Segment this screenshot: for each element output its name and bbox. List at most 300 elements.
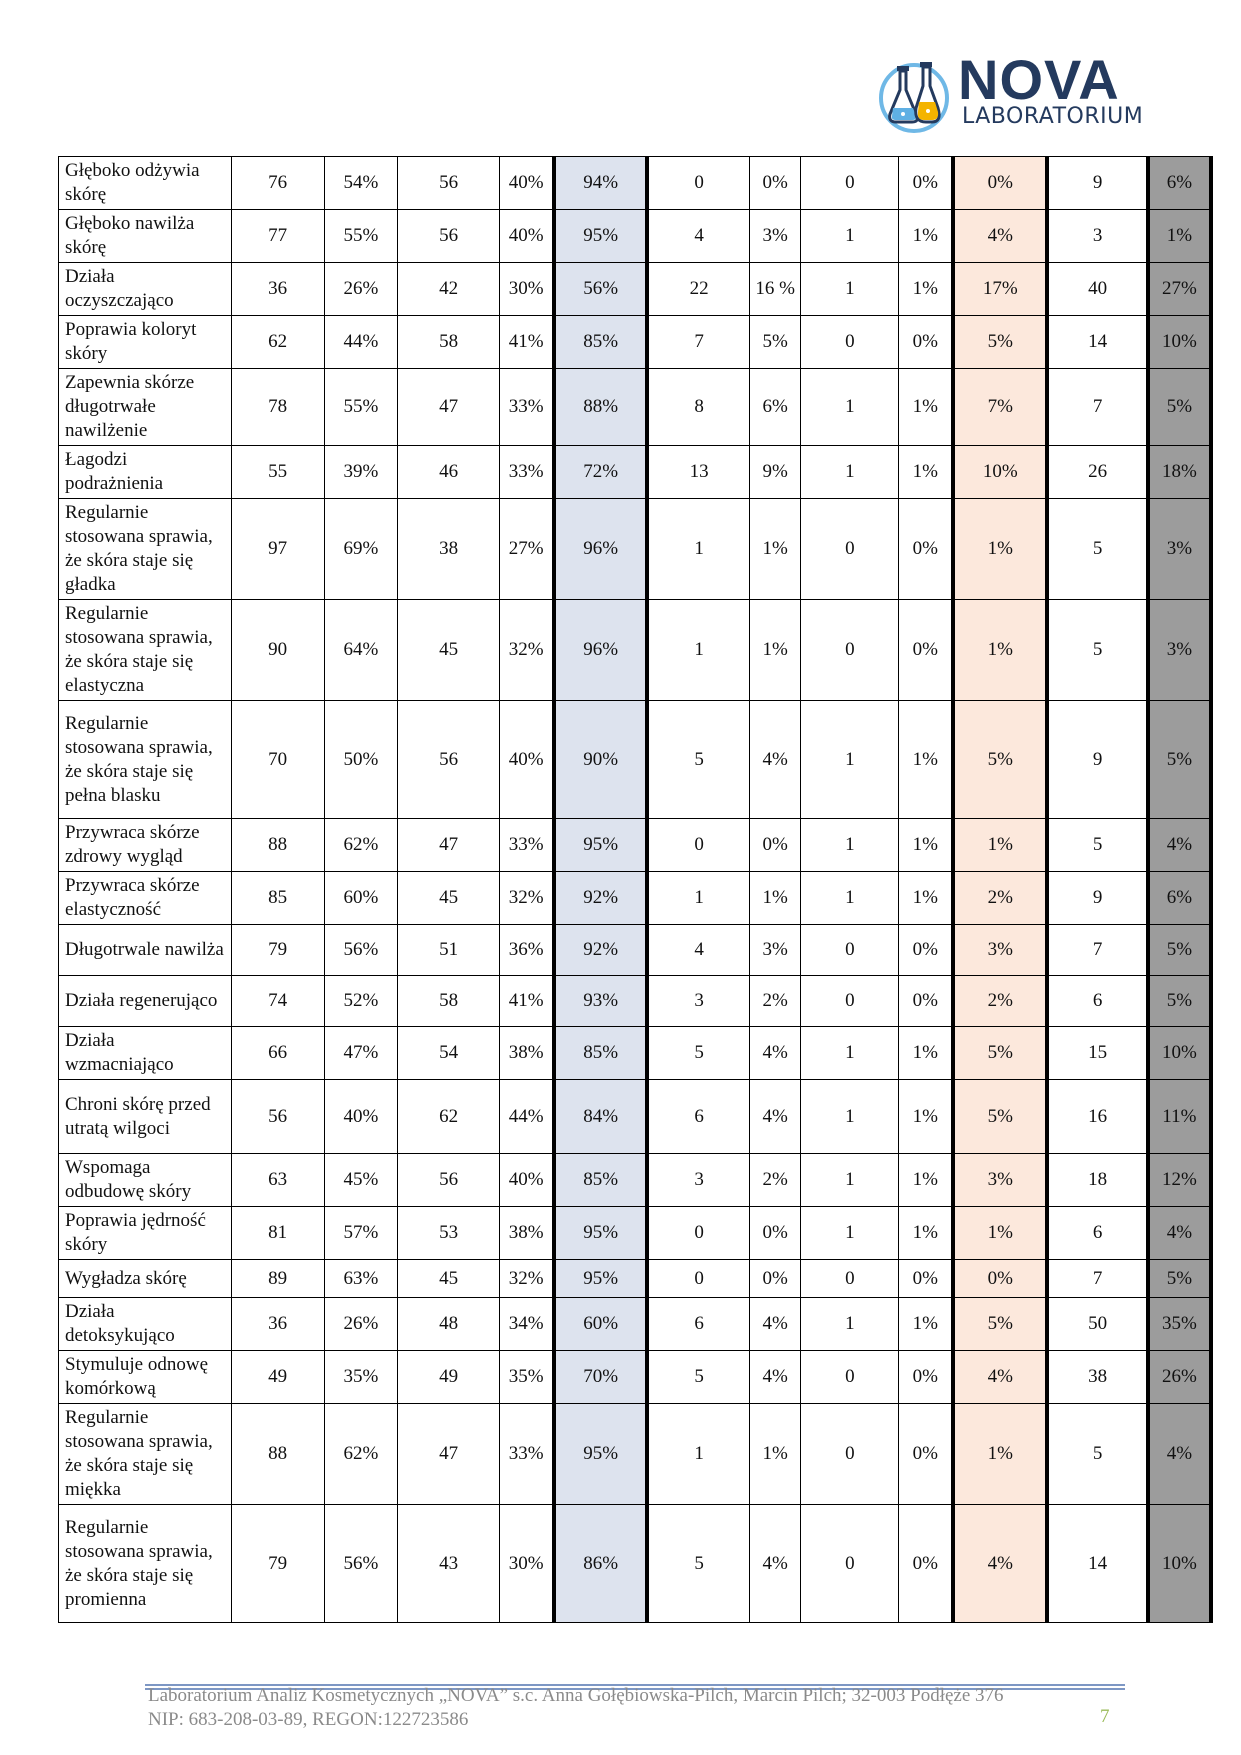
table-cell: 1% (953, 600, 1047, 701)
claim-label: Chroni skórę przed utratą wilgoci (59, 1080, 232, 1154)
claim-label: Łagodzi podrażnienia (59, 446, 232, 499)
table-cell: 96% (554, 600, 647, 701)
table-cell: 50% (324, 701, 397, 819)
table-cell: 26% (324, 263, 397, 316)
table-cell: 5% (1148, 701, 1211, 819)
table-cell: 22 (647, 263, 749, 316)
table-cell: 77 (231, 210, 324, 263)
table-cell: 96% (554, 499, 647, 600)
table-row (59, 1351, 1212, 1404)
table-cell: 38% (500, 1027, 554, 1080)
table-cell: 5 (1047, 499, 1147, 600)
table-cell: 6% (1148, 872, 1211, 925)
table-cell: 38% (500, 1207, 554, 1260)
table-cell: 38 (1047, 1351, 1147, 1404)
table-cell: 56 (231, 1080, 324, 1154)
table-cell: 76 (231, 157, 324, 210)
table-cell: 1% (953, 819, 1047, 872)
table-cell: 17% (953, 263, 1047, 316)
table-row (59, 1404, 1212, 1505)
table-cell: 3 (647, 1154, 749, 1207)
table-cell: 32% (500, 600, 554, 701)
claim-label: Głęboko nawilża skórę (59, 210, 232, 263)
claim-label: Regularnie stosowana sprawia, że skóra staje się promienna (59, 1505, 232, 1623)
table-cell: 53 (398, 1207, 500, 1260)
table-cell: 92% (554, 872, 647, 925)
table-row (59, 872, 1212, 925)
table-cell: 79 (231, 925, 324, 976)
table-cell: 97 (231, 499, 324, 600)
table-cell: 6 (647, 1080, 749, 1154)
results-table (58, 156, 1213, 1623)
table-cell: 95% (554, 1260, 647, 1298)
table-cell: 14 (1047, 1505, 1147, 1623)
table-cell: 0% (899, 600, 953, 701)
table-cell: 86% (554, 1505, 647, 1623)
table-cell: 89 (231, 1260, 324, 1298)
table-cell: 1 (647, 499, 749, 600)
table-cell: 1 (801, 369, 899, 446)
table-cell: 1% (750, 872, 801, 925)
table-row (59, 263, 1212, 316)
claim-label: Regularnie stosowana sprawia, że skóra staje się miękka (59, 1404, 232, 1505)
table-cell: 10% (953, 446, 1047, 499)
table-body (59, 157, 1212, 1623)
table-cell: 44% (500, 1080, 554, 1154)
table-cell: 3% (1148, 499, 1211, 600)
table-cell: 26 (1047, 446, 1147, 499)
table-cell: 40% (500, 701, 554, 819)
table-row (59, 499, 1212, 600)
claim-label: Regularnie stosowana sprawia, że skóra staje się gładka (59, 499, 232, 600)
table-cell: 70 (231, 701, 324, 819)
table-cell: 85% (554, 1154, 647, 1207)
table-cell: 39% (324, 446, 397, 499)
table-cell: 90% (554, 701, 647, 819)
table-row (59, 819, 1212, 872)
table-cell: 36 (231, 1298, 324, 1351)
table-cell: 1% (750, 499, 801, 600)
table-cell: 55 (231, 446, 324, 499)
table-cell: 1% (953, 1207, 1047, 1260)
table-cell: 5 (647, 1351, 749, 1404)
table-cell: 32% (500, 872, 554, 925)
table-cell: 40% (500, 210, 554, 263)
table-cell: 56% (324, 1505, 397, 1623)
table-cell: 63% (324, 1260, 397, 1298)
table-cell: 56 (398, 210, 500, 263)
table-cell: 5% (1148, 976, 1211, 1027)
table-cell: 1 (801, 872, 899, 925)
flask-icon (876, 56, 956, 136)
table-cell: 62 (398, 1080, 500, 1154)
table-cell: 41% (500, 976, 554, 1027)
table-cell: 3% (750, 210, 801, 263)
table-cell: 5 (1047, 819, 1147, 872)
table-cell: 85 (231, 872, 324, 925)
table-cell: 26% (1148, 1351, 1211, 1404)
table-cell: 18% (1148, 446, 1211, 499)
table-cell: 6 (647, 1298, 749, 1351)
table-cell: 27% (1148, 263, 1211, 316)
table-cell: 7 (1047, 925, 1147, 976)
table-cell: 72% (554, 446, 647, 499)
table-cell: 1% (953, 1404, 1047, 1505)
claim-label: Działa regenerująco (59, 976, 232, 1027)
table-cell: 0% (899, 1505, 953, 1623)
page-number: 7 (1100, 1706, 1110, 1727)
table-cell: 2% (953, 872, 1047, 925)
table-row (59, 1027, 1212, 1080)
table-cell: 34% (500, 1298, 554, 1351)
table-cell: 0% (899, 1351, 953, 1404)
table-cell: 1% (1148, 210, 1211, 263)
claim-label: Przywraca skórze elastyczność (59, 872, 232, 925)
table-cell: 1 (801, 446, 899, 499)
claim-label: Działa oczyszczająco (59, 263, 232, 316)
table-row (59, 1154, 1212, 1207)
table-cell: 49 (231, 1351, 324, 1404)
table-cell: 33% (500, 1404, 554, 1505)
table-cell: 1% (899, 1207, 953, 1260)
table-cell: 95% (554, 210, 647, 263)
table-cell: 56 (398, 701, 500, 819)
table-cell: 0 (801, 1404, 899, 1505)
table-cell: 7 (1047, 369, 1147, 446)
footer-address: Laboratorium Analiz Kosmetycznych „NOVA” s.c. Anna Gołębiowska-Pilch, Marcin Pilch; 32-003 Podłęże 376 (148, 1685, 1004, 1706)
claim-label: Zapewnia skórze długotrwałe nawilżenie (59, 369, 232, 446)
claim-label: Głęboko odżywia skórę (59, 157, 232, 210)
table-cell: 35% (324, 1351, 397, 1404)
table-cell: 0 (801, 925, 899, 976)
table-cell: 6% (750, 369, 801, 446)
table-cell: 51 (398, 925, 500, 976)
claim-label: Regularnie stosowana sprawia, że skóra staje się elastyczna (59, 600, 232, 701)
table-cell: 15 (1047, 1027, 1147, 1080)
table-cell: 0 (801, 600, 899, 701)
table-cell: 40% (324, 1080, 397, 1154)
table-cell: 32% (500, 1260, 554, 1298)
table-cell: 3 (1047, 210, 1147, 263)
table-cell: 55% (324, 210, 397, 263)
table-row (59, 446, 1212, 499)
table-cell: 95% (554, 819, 647, 872)
table-cell: 1% (899, 1298, 953, 1351)
table-cell: 54 (398, 1027, 500, 1080)
table-cell: 45 (398, 1260, 500, 1298)
table-cell: 58 (398, 316, 500, 369)
table-cell: 78 (231, 369, 324, 446)
table-row (59, 1080, 1212, 1154)
table-cell: 5% (750, 316, 801, 369)
table-cell: 30% (500, 1505, 554, 1623)
table-cell: 4% (750, 1298, 801, 1351)
table-cell: 3% (750, 925, 801, 976)
table-cell: 0 (801, 316, 899, 369)
table-cell: 11% (1148, 1080, 1211, 1154)
table-cell: 36% (500, 925, 554, 976)
claim-label: Przywraca skórze zdrowy wygląd (59, 819, 232, 872)
table-cell: 57% (324, 1207, 397, 1260)
claim-label: Poprawia jędrność skóry (59, 1207, 232, 1260)
table-cell: 62 (231, 316, 324, 369)
table-cell: 1% (899, 1154, 953, 1207)
table-row (59, 157, 1212, 210)
table-cell: 0 (801, 1260, 899, 1298)
table-cell: 64% (324, 600, 397, 701)
table-cell: 40% (500, 1154, 554, 1207)
table-cell: 4% (953, 1351, 1047, 1404)
table-cell: 10% (1148, 1027, 1211, 1080)
table-cell: 5 (647, 1027, 749, 1080)
table-cell: 26% (324, 1298, 397, 1351)
table-cell: 2% (750, 976, 801, 1027)
table-row (59, 1298, 1212, 1351)
table-cell: 45 (398, 600, 500, 701)
table-cell: 13 (647, 446, 749, 499)
table-row (59, 210, 1212, 263)
table-cell: 0 (801, 1505, 899, 1623)
table-cell: 1 (801, 1298, 899, 1351)
table-cell: 1% (899, 1080, 953, 1154)
table-cell: 30% (500, 263, 554, 316)
table-cell: 1% (899, 210, 953, 263)
table-row (59, 316, 1212, 369)
table-cell: 18 (1047, 1154, 1147, 1207)
table-cell: 5% (1148, 369, 1211, 446)
table-cell: 4% (1148, 1207, 1211, 1260)
table-cell: 41% (500, 316, 554, 369)
table-cell: 42 (398, 263, 500, 316)
table-cell: 2% (953, 976, 1047, 1027)
table-cell: 47 (398, 369, 500, 446)
table-cell: 43 (398, 1505, 500, 1623)
table-cell: 16 (1047, 1080, 1147, 1154)
table-cell: 40 (1047, 263, 1147, 316)
table-cell: 79 (231, 1505, 324, 1623)
table-cell: 4% (750, 1351, 801, 1404)
table-cell: 3% (953, 925, 1047, 976)
table-cell: 58 (398, 976, 500, 1027)
table-cell: 3% (1148, 600, 1211, 701)
table-cell: 1% (953, 499, 1047, 600)
table-cell: 10% (1148, 316, 1211, 369)
table-cell: 1 (647, 872, 749, 925)
table-cell: 16 % (750, 263, 801, 316)
table-cell: 5% (953, 1298, 1047, 1351)
table-cell: 56% (324, 925, 397, 976)
table-cell: 1 (801, 819, 899, 872)
table-cell: 0% (750, 1207, 801, 1260)
table-row (59, 925, 1212, 976)
lab-logo (876, 48, 1144, 136)
table-cell: 38 (398, 499, 500, 600)
table-cell: 88 (231, 1404, 324, 1505)
table-cell: 1 (801, 1154, 899, 1207)
table-row (59, 701, 1212, 819)
table-cell: 0% (953, 1260, 1047, 1298)
table-cell: 4 (647, 925, 749, 976)
table-row (59, 600, 1212, 701)
table-cell: 5% (953, 701, 1047, 819)
table-row (59, 1260, 1212, 1298)
table-cell: 1 (801, 1207, 899, 1260)
table-cell: 0% (953, 157, 1047, 210)
table-cell: 1 (801, 210, 899, 263)
table-cell: 55% (324, 369, 397, 446)
table-cell: 47 (398, 1404, 500, 1505)
table-cell: 40% (500, 157, 554, 210)
table-cell: 95% (554, 1404, 647, 1505)
table-cell: 5 (647, 701, 749, 819)
table-cell: 95% (554, 1207, 647, 1260)
table-cell: 1% (899, 369, 953, 446)
table-cell: 1% (750, 600, 801, 701)
table-cell: 5 (647, 1505, 749, 1623)
claim-label: Działa wzmacniająco (59, 1027, 232, 1080)
table-cell: 8 (647, 369, 749, 446)
table-cell: 0% (899, 316, 953, 369)
table-cell: 1% (899, 819, 953, 872)
table-cell: 1 (801, 1027, 899, 1080)
table-cell: 45 (398, 872, 500, 925)
table-cell: 1% (899, 872, 953, 925)
table-cell: 0% (750, 1260, 801, 1298)
table-cell: 1% (899, 446, 953, 499)
table-cell: 3% (953, 1154, 1047, 1207)
table-cell: 70% (554, 1351, 647, 1404)
claim-label: Wygładza skórę (59, 1260, 232, 1298)
table-cell: 88% (554, 369, 647, 446)
table-cell: 84% (554, 1080, 647, 1154)
table-cell: 69% (324, 499, 397, 600)
table-cell: 90 (231, 600, 324, 701)
table-cell: 4% (1148, 819, 1211, 872)
logo-brand: NOVA (958, 48, 1120, 111)
table-cell: 88 (231, 819, 324, 872)
table-cell: 66 (231, 1027, 324, 1080)
table-cell: 5 (1047, 600, 1147, 701)
table-cell: 85% (554, 316, 647, 369)
table-cell: 0 (647, 1260, 749, 1298)
table-cell: 35% (1148, 1298, 1211, 1351)
table-cell: 14 (1047, 316, 1147, 369)
table-cell: 0% (750, 819, 801, 872)
table-cell: 56 (398, 1154, 500, 1207)
table-cell: 1 (647, 600, 749, 701)
table-cell: 4% (750, 1027, 801, 1080)
table-cell: 1% (750, 1404, 801, 1505)
table-row (59, 369, 1212, 446)
table-cell: 0% (899, 1260, 953, 1298)
claim-label: Działa detoksykująco (59, 1298, 232, 1351)
table-cell: 0% (750, 157, 801, 210)
table-cell: 81 (231, 1207, 324, 1260)
table-cell: 2% (750, 1154, 801, 1207)
table-cell: 44% (324, 316, 397, 369)
table-cell: 5% (953, 1027, 1047, 1080)
table-cell: 7 (647, 316, 749, 369)
table-cell: 60% (554, 1298, 647, 1351)
table-cell: 33% (500, 446, 554, 499)
table-cell: 60% (324, 872, 397, 925)
table-cell: 0 (801, 499, 899, 600)
table-cell: 35% (500, 1351, 554, 1404)
footer-registration: NIP: 683-208-03-89, REGON:122723586 (148, 1709, 469, 1730)
table-cell: 0 (647, 157, 749, 210)
table-cell: 1% (899, 701, 953, 819)
table-cell: 56 (398, 157, 500, 210)
table-cell: 94% (554, 157, 647, 210)
table-row (59, 976, 1212, 1027)
table-cell: 1 (801, 701, 899, 819)
table-cell: 33% (500, 369, 554, 446)
table-cell: 4% (1148, 1404, 1211, 1505)
table-cell: 0 (801, 976, 899, 1027)
table-row (59, 1207, 1212, 1260)
table-cell: 54% (324, 157, 397, 210)
table-cell: 50 (1047, 1298, 1147, 1351)
table-cell: 85% (554, 1027, 647, 1080)
table-cell: 48 (398, 1298, 500, 1351)
table-cell: 5% (1148, 925, 1211, 976)
table-cell: 5% (953, 316, 1047, 369)
table-cell: 1 (647, 1404, 749, 1505)
table-cell: 7 (1047, 1260, 1147, 1298)
table-cell: 63 (231, 1154, 324, 1207)
table-cell: 33% (500, 819, 554, 872)
table-cell: 93% (554, 976, 647, 1027)
table-cell: 4% (750, 1505, 801, 1623)
table-cell: 9 (1047, 872, 1147, 925)
table-cell: 0% (899, 925, 953, 976)
logo-subtitle: LABORATORIUM (962, 104, 1144, 129)
table-cell: 27% (500, 499, 554, 600)
table-cell: 56% (554, 263, 647, 316)
table-cell: 9% (750, 446, 801, 499)
table-cell: 9 (1047, 701, 1147, 819)
table-row (59, 1505, 1212, 1623)
table-cell: 5% (1148, 1260, 1211, 1298)
claim-label: Poprawia koloryt skóry (59, 316, 232, 369)
claim-label: Długotrwale nawilża (59, 925, 232, 976)
claim-label: Regularnie stosowana sprawia, że skóra staje się pełna blasku (59, 701, 232, 819)
table-cell: 45% (324, 1154, 397, 1207)
table-cell: 4% (750, 701, 801, 819)
table-cell: 0 (647, 1207, 749, 1260)
table-cell: 4 (647, 210, 749, 263)
table-cell: 5 (1047, 1404, 1147, 1505)
table-cell: 49 (398, 1351, 500, 1404)
table-cell: 1% (899, 263, 953, 316)
table-cell: 0% (899, 157, 953, 210)
table-cell: 12% (1148, 1154, 1211, 1207)
table-cell: 0 (647, 819, 749, 872)
table-cell: 6 (1047, 1207, 1147, 1260)
table-cell: 1 (801, 1080, 899, 1154)
table-cell: 1% (899, 1027, 953, 1080)
table-cell: 4% (750, 1080, 801, 1154)
table-cell: 0 (801, 157, 899, 210)
claim-label: Stymuluje odnowę komórkową (59, 1351, 232, 1404)
table-cell: 10% (1148, 1505, 1211, 1623)
table-cell: 0 (801, 1351, 899, 1404)
table-cell: 47 (398, 819, 500, 872)
table-cell: 9 (1047, 157, 1147, 210)
table-cell: 46 (398, 446, 500, 499)
table-cell: 0% (899, 499, 953, 600)
table-cell: 0% (899, 1404, 953, 1505)
